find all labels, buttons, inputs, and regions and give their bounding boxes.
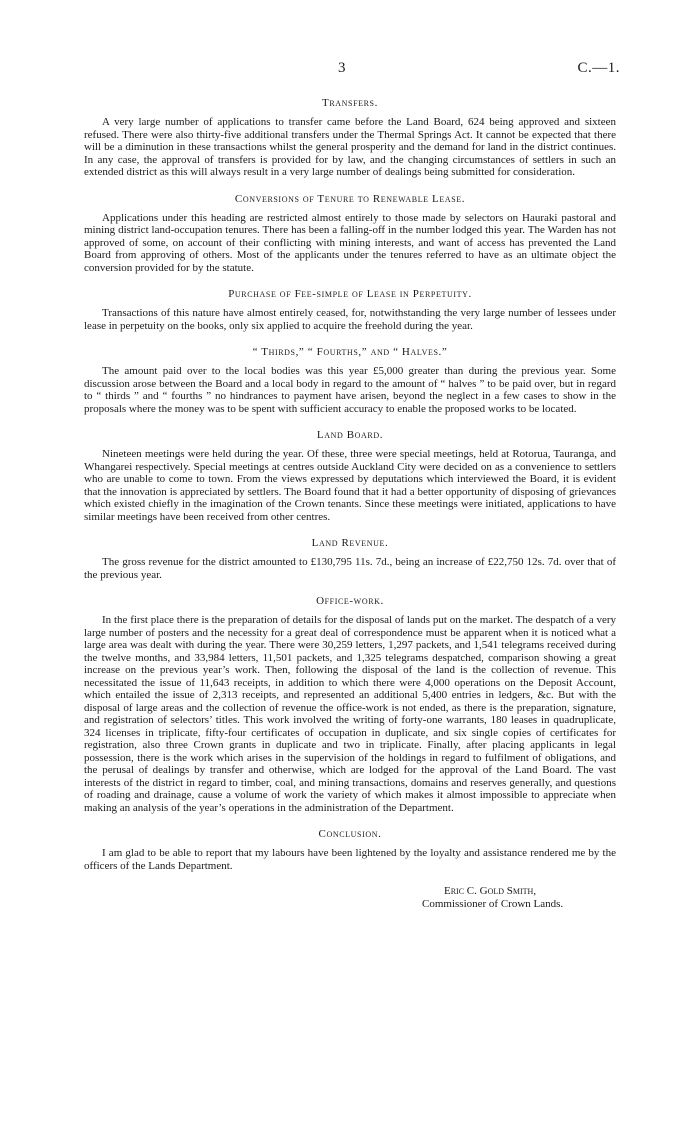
section-conversions-of-tenure (84, 192, 616, 275)
page-header (0, 60, 700, 84)
signatory-title: Commissioner of Crown Lands. (422, 898, 564, 910)
document-reference: C.—1. (577, 60, 620, 76)
section-purchase-of-fee-simple (84, 287, 616, 332)
section-transfers (84, 96, 616, 179)
section-thirds-fourths-halves (84, 345, 616, 415)
document-body (84, 96, 616, 911)
section-land-board (84, 428, 616, 523)
paragraph: The amount paid over to the local bodies was this year £5,000 greater than during the previous year. Some discussion arose between the Board and a local body in regard to the amount of “ halves ” to be paid over, but in regard to “ thirds ” and “ fourths ” no hindrances to payment have arisen, beyond the neglect in a few cases to show in the proposals where the money was to be spent with sufficient accuracy to enable the proposed works to be located. (84, 365, 616, 415)
section-land-revenue (84, 536, 616, 581)
page-number: 3 (338, 60, 346, 76)
section-heading: “ Thirds,” “ Fourths,” and “ Halves.” (252, 346, 448, 358)
paragraph: A very large number of applications to transfer came before the Land Board, 624 being approved and sixteen refused. There were also thirty-five additional transfers under the Thermal Springs Act. It cannot be expected that there will be a diminution in these transactions whilst the general prosperity and the demand for land in the district continues. In any case, the approval of transfers is provided for by law, and the changing circumstances of settlers in such an extended district as this will always result in a very large number of dealings being submitted for consideration. (84, 116, 616, 178)
paragraph: Nineteen meetings were held during the year. Of these, three were special meetings, held at Rotorua, Tauranga, and Whangarei respectively. Special meetings at centres outside Auckland City were decided on as a convenience to settlers who are unable to come to town. From the views expressed by deputations which interviewed the Board, it is evident that the innovation is appreciated by settlers. The Board found that it had a better opportunity of disposing of grievances which existed chiefly in the imagination of the Crown tenants. Since these meetings were initiated, applications to have similar meetings have been received from other centres. (84, 448, 616, 523)
paragraph: I am glad to be able to report that my labours have been lightened by the loyalty and assistance rendered me by the officers of the Lands Department. (84, 847, 616, 872)
section-heading: Land Board. (316, 429, 384, 441)
section-heading: Conclusion. (318, 828, 382, 840)
signatory-name: Eric C. Gold Smith, (444, 885, 537, 897)
section-heading: Transfers. (322, 97, 378, 109)
paragraph: In the first place there is the preparation of details for the disposal of lands put on the market. The despatch of a very large number of posters and the necessity for a great deal of correspondence must be apparent when it is noticed what a large area was dealt with during the year. There were 30,259 letters, 1,297 packets, and 1,541 telegrams received during the twelve months, and 33,984 letters, 11,501 packets, and 1,325 telegrams despatched, comparison showing a great increase on the previous year’s work. Then, following the disposal of the land is the collection of revenue. This necessitated the issue of 11,643 receipts, in addition to which there were 4,000 operations on the Deposit Account, which entailed the issue of 2,313 receipts, and represented an additional 5,400 entries in ledgers, &c. But with the disposal of large areas and the collection of revenue the office-work is not ended, as there is the preparation, signature, and registration of selectors’ titles. This work involved the writing of forty-one warrants, 180 leases in quadruplicate, 324 licenses in triplicate, fifty-four certificates of occupation in duplicate, and six single copies of certificates for registration, also three Crown grants in duplicate and two in triplicate. Finally, after placing applicants in legal possession, there is the work which arises in the supervision of the holdings in regard to fulfilment of obligations, and the perusal of dealings by transfer and otherwise, which are lodged for the approval of the Land Board. The vast interests of the district in regard to timber, coal, and mining transactions, domains and reserves generally, and questions of roading and drainage, cause a volume of work the variety of which makes it almost impossible to appreciate when making an analysis of the year’s operations in the administration of the Department. (84, 614, 616, 814)
section-office-work (84, 594, 616, 814)
section-conclusion (84, 827, 616, 872)
paragraph: Transactions of this nature have almost entirely ceased, for, notwithstanding the very large number of lessees under lease in perpetuity on the books, only six applied to acquire the freehold during the year. (84, 307, 616, 332)
section-heading: Conversions of Tenure to Renewable Lease. (234, 192, 466, 205)
section-heading: Land Revenue. (311, 537, 389, 549)
section-heading: Purchase of Fee-simple of Lease in Perpetuity. (228, 288, 472, 300)
section-heading: Office-work. (316, 595, 384, 607)
paragraph: Applications under this heading are restricted almost entirely to those made by selectors on Hauraki pastoral and mining district land-occupation tenures. There has been a falling-off in the number lodged this year. The Warden has not approved of some, on account of their conflicting with mining interests, and want of access has prevented the Land Board from approving of others. Most of the applicants under the tenures referred to have as an ultimate object the conversion provided for by the statute. (84, 211, 616, 274)
paragraph: The gross revenue for the district amounted to £130,795 11s. 7d., being an increase of £22,750 12s. 7d. over that of the previous year. (84, 556, 616, 581)
signature-block (84, 885, 616, 911)
